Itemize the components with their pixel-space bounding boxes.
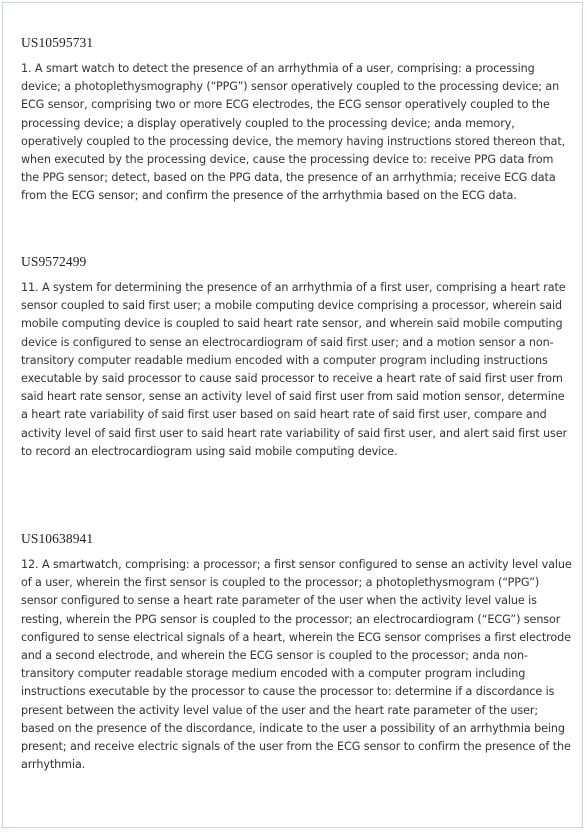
patent-number: US10595731 [21,35,94,50]
patent-number: US9572499 [21,254,87,269]
claim-block [21,35,572,206]
claim-text: 1. A smart watch to detect the presence of an arrhythmia of a user, comprising: a processing device; a photoplethysmography (“PPG”) sensor operatively coupled to the processing device; an ECG sensor, comprising two or more ECG electrodes, the ECG sensor operatively coupled to the processing device; a display operatively coupled to the processing device; anda memory, operatively coupled to the processing device, the memory having instructions stored thereon that, when executed by the processing device, cause the processing device to: receive PPG data from the PPG sensor; detect, based on the PPG data, the presence of an arrhythmia; receive ECG data from the ECG sensor; and confirm the presence of the arrhythmia based on the ECG data. [21,62,566,203]
claim-text: 11. A system for determining the presence of an arrhythmia of a first user, comprising a heart rate sensor coupled to said first user; a mobile computing device comprising a processor, wherein said mobile computing device is coupled to said heart rate sensor, and wherein said mobile computing device is configured to sense an electrocardiogram of said first user; and a motion sensor a non-transitory computer readable medium encoded with a computer program including instructions executable by said processor to cause said processor to receive a heart rate of said first user from said heart rate sensor, sense an activity level of said first user from said motion sensor, determine a heart rate variability of said first user based on said heart rate of said first user, compare and activity level of said first user to said heart rate variability of said first user, and alert said first user to record an electrocardiogram using said mobile computing device. [21,281,568,458]
document-frame [2,2,583,828]
claim-text: 12. A smartwatch, comprising: a processor; a first sensor configured to sense an activity level value of a user, wherein the first sensor is coupled to the processor; a photoplethysmogram (“PPG”) sensor configured to sense a heart rate parameter of the user when the activity level value is resting, wherein the PPG sensor is coupled to the processor; an electrocardiogram (“ECG”) sensor configured to sense electrical signals of a heart, wherein the ECG sensor comprises a first electrode and a second electrode, and wherein the ECG sensor is coupled to the processor; anda non-transitory computer readable storage medium encoded with a computer program including instructions executable by the processor to cause the processor to: determine if a discordance is present between the activity level value of the user and the heart rate parameter of the user; based on the presence of the discordance, indicate to the user a possibility of an arrhythmia being present; and receive electric signals of the user from the ECG sensor to confirm the presence of the arrhythmia. [21,558,572,772]
claim-block [21,254,572,461]
patent-number: US10638941 [21,531,94,546]
claim-block [21,531,572,774]
